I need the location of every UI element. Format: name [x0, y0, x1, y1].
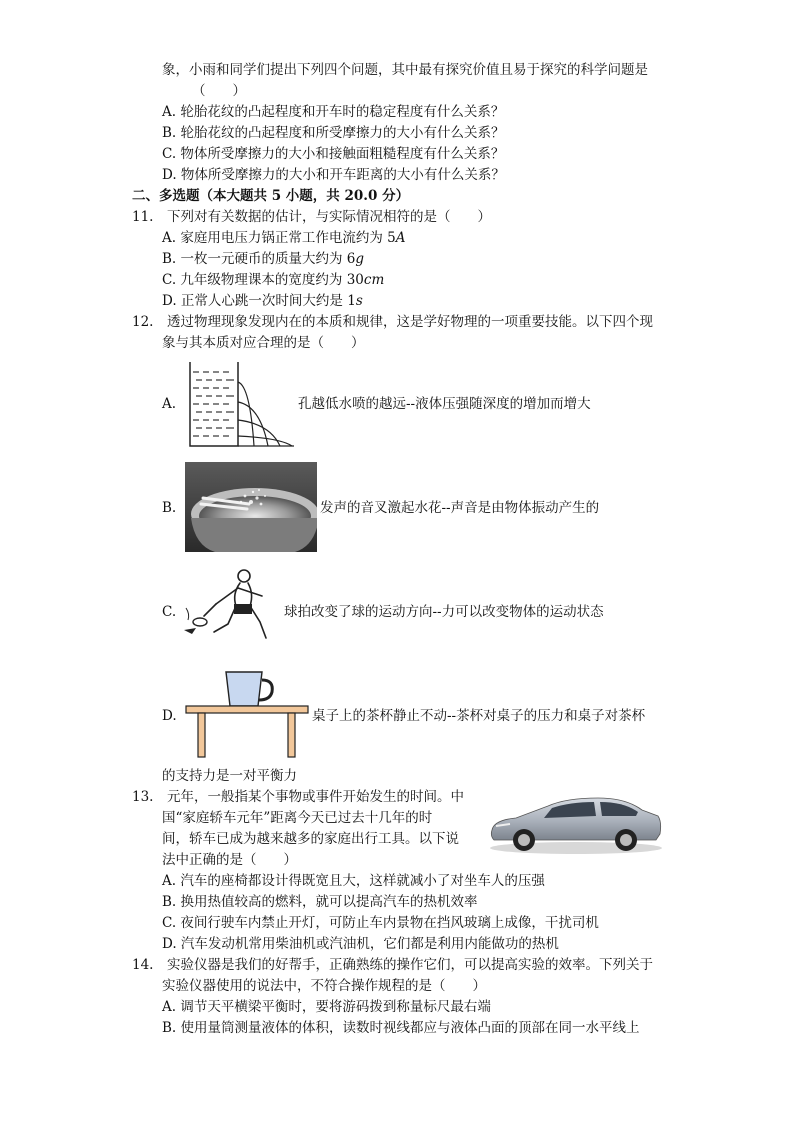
intro-option-c: C. 物体所受摩擦力的大小和接触面粗糙程度有什么关系？ [162, 146, 505, 162]
q12-stem-1: 12. 透过物理现象发现内在的本质和规律，这是学好物理的一项重要技能。以下四个现 [132, 314, 653, 330]
q11-option-d: D. 正常人心跳一次时间大约是 1s [162, 293, 363, 309]
q13-option-a: A. 汽车的座椅都设计得既宽且大，这样就减小了对坐车人的压强 [162, 873, 545, 889]
q13-option-b: B. 换用热值较高的燃料，就可以提高汽车的热机效率 [162, 894, 478, 910]
q12-b-text: 发声的音叉激起水花--声音是由物体振动产生的 [320, 500, 600, 516]
section-title: 二、多选题（本大题共 5 小题，共 20.0 分） [132, 188, 410, 204]
car-photo [486, 790, 664, 856]
q12-a-label: A. [162, 396, 177, 412]
q13-option-c: C. 夜间行驶车内禁止开灯，可防止车内景物在挡风玻璃上成像，干扰司机 [162, 915, 599, 931]
q13-option-d: D. 汽车发动机常用柴油机或汽油机，它们都是利用内能做功的热机 [162, 936, 559, 952]
q13-stem-4: 法中正确的是（ ） [162, 852, 297, 868]
q12-a-text: 孔越低水喷的越远--液体压强随深度的增加而增大 [298, 396, 591, 412]
q14-stem-1: 14. 实验仪器是我们的好帮手，正确熟练的操作它们，可以提高实验的效率。下列关于 [132, 957, 653, 973]
q12-d-continued: 的支持力是一对平衡力 [162, 768, 297, 784]
q14-option-b: B. 使用量筒测量液体的体积，读数时视线都应与液体凸面的顶部在同一水平线上 [162, 1020, 640, 1036]
q12-b-label: B. [162, 500, 177, 516]
intro-option-d: D. 物体所受摩擦力的大小和开车距离的大小有什么关系？ [162, 167, 505, 183]
q11-option-b: B. 一枚一元硬币的质量大约为 6g [162, 251, 365, 267]
q14-option-a: A. 调节天平横梁平衡时，要将游码拨到称量标尺最右端 [162, 999, 491, 1015]
intro-option-a: A. 轮胎花纹的凸起程度和开车时的稳定程度有什么关系？ [162, 104, 505, 120]
q11-option-c: C. 九年级物理课本的宽度约为 30cm [162, 272, 385, 288]
q11-stem: 11. 下列对有关数据的估计，与实际情况相符的是（ ） [132, 209, 491, 225]
badminton-player-figure [182, 568, 284, 644]
intro-option-b: B. 轮胎花纹的凸起程度和所受摩擦力的大小有什么关系？ [162, 125, 505, 141]
intro-line-2: （ ） [192, 83, 246, 99]
q14-stem-2: 实验仪器使用的说法中，不符合操作规程的是（ ） [162, 978, 486, 994]
q13-stem-2: 国“家庭轿车元年”距离今天已过去十几年的时 [162, 810, 433, 826]
q12-d-text: 桌子上的茶杯静止不动--茶杯对桌子的压力和桌子对茶杯 [312, 708, 646, 724]
q12-d-label: D. [162, 708, 177, 724]
intro-line-1: 象，小雨和同学们提出下列四个问题，其中最有探究价值且易于探究的科学问题是 [162, 62, 648, 78]
cup-on-table-figure [182, 668, 310, 760]
water-jet-figure [184, 360, 296, 448]
q13-stem-1: 13. 元年，一般指某个事物或事件开始发生的时间。中 [132, 789, 464, 805]
q12-stem-2: 象与其本质对应合理的是（ ） [162, 335, 365, 351]
tuning-fork-water-photo [185, 462, 317, 552]
q12-c-label: C. [162, 604, 177, 620]
q12-c-text: 球拍改变了球的运动方向--力可以改变物体的运动状态 [284, 604, 604, 620]
q11-option-a: A. 家庭用电压力锅正常工作电流约为 5A [162, 230, 406, 246]
q13-stem-3: 间，轿车已成为越来越多的家庭出行工具。以下说 [162, 831, 459, 847]
